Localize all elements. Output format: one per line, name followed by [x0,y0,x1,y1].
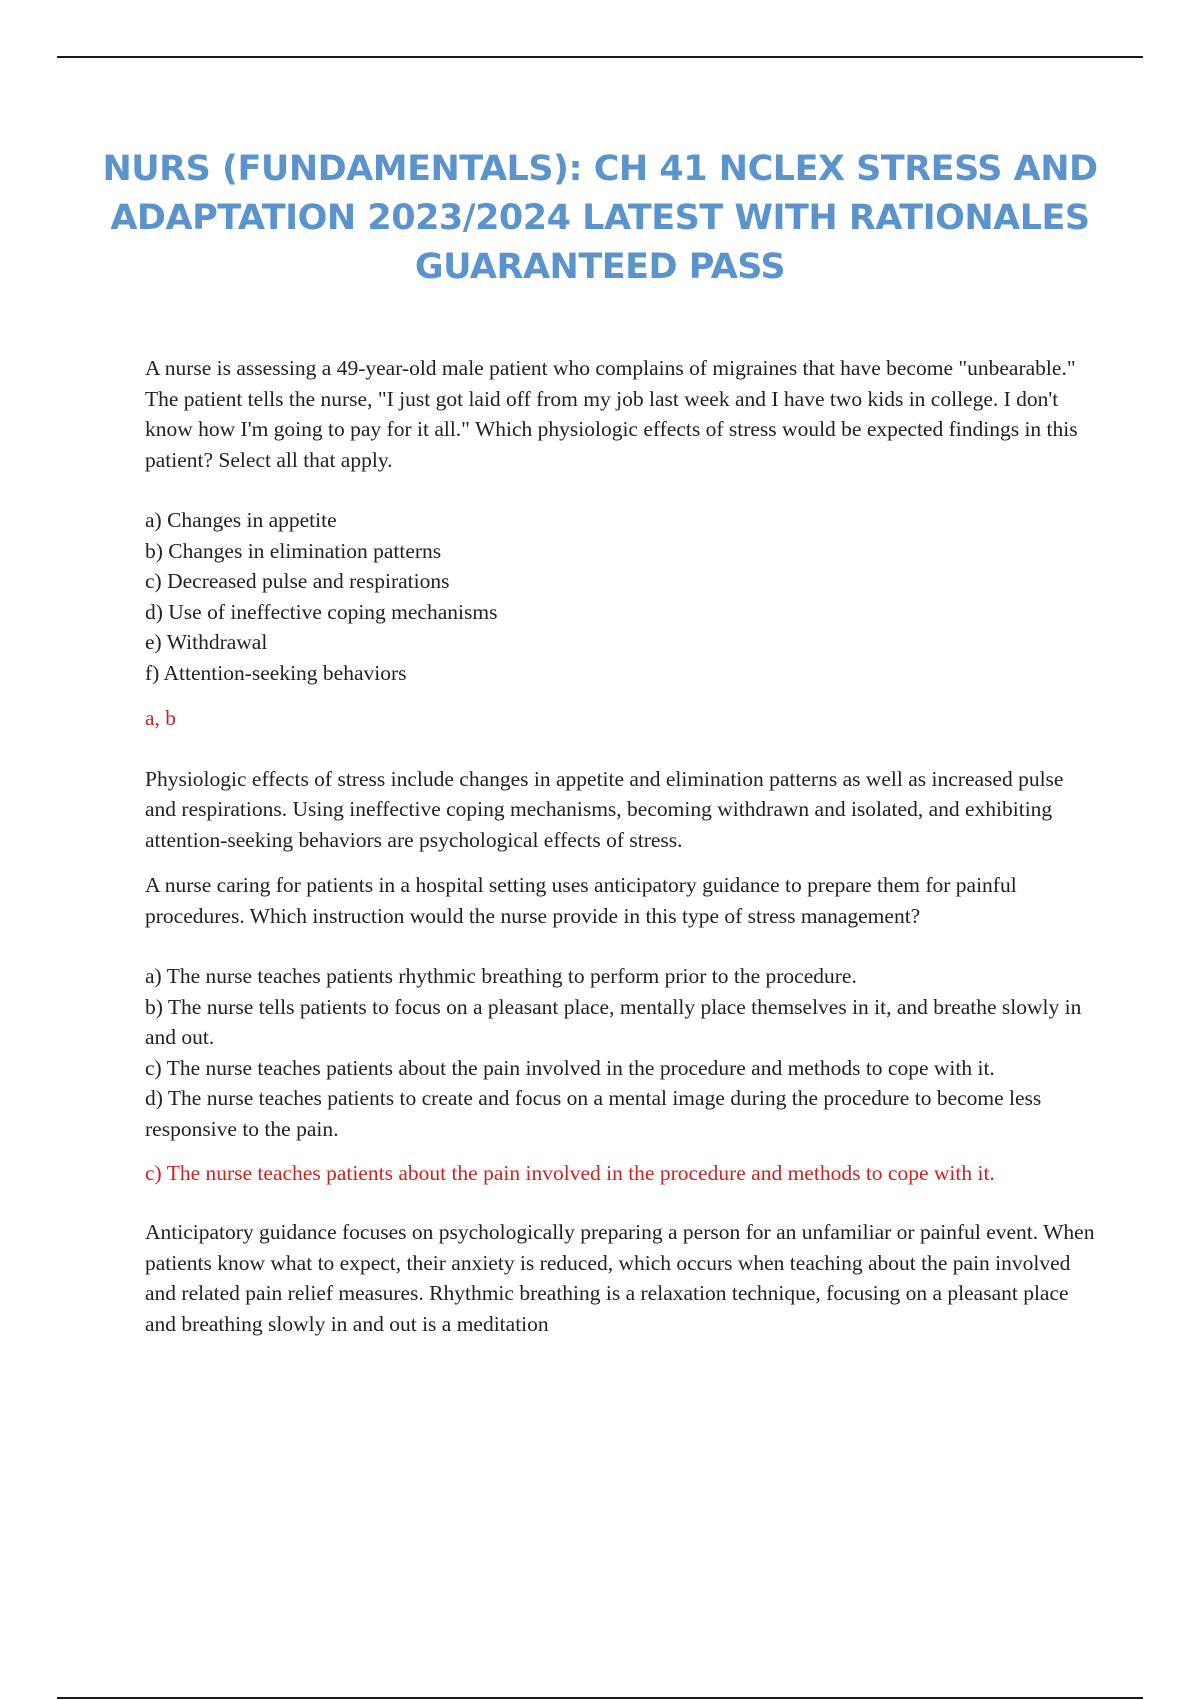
question-1-rationale: Physiologic effects of stress include changes in appetite and elimination patterns as well as increased pulse and respirations. Using ineffective coping mechanisms, becoming withdrawn and isolated, and exhibiting attention-seeking behaviors are psychological effects of stress. [145,766,1064,852]
question-2-options [145,961,1095,1144]
question-2-rationale: Anticipatory guidance focuses on psychologically preparing a person for an unfamiliar or painful event. When patients know what to expect, their anxiety is reduced, which occurs when teaching about the pain involved and related pain relief measures. Rhythmic breathing is a relaxation technique, focusing on a pleasant place and breathing slowly in and out is a meditation [145,1220,1095,1336]
question-2-stem: A nurse caring for patients in a hospital setting uses anticipatory guidance to prepare them for painful procedures. Which instruction would the nurse provide in this type of stress management? [145,873,1017,928]
document-body [145,353,1095,1339]
question-1-stem: A nurse is assessing a 49-year-old male patient who complains of migraines that have become "unbearable." The patient tells the nurse, "I just got laid off from my job last week and I have two kids in college. I don't know how I'm going to pay for it all." Which physiologic effects of stress would be expected findings in this patient? Select all that apply. [145,356,1078,472]
document-title: NURS (FUNDAMENTALS): CH 41 NCLEX STRESS AND ADAPTATION 2023/2024 LATEST WITH RATIONALES GUARANTEED PASS [102,149,1098,287]
question-1-options [145,505,1095,688]
bottom-rule [57,1697,1143,1699]
question-2-answer: c) The nurse teaches patients about the pain involved in the procedure and methods to cope with it. [145,1161,995,1185]
question-2-option: a) The nurse teaches patients rhythmic breathing to perform prior to the procedure. [145,964,857,988]
question-2-option: c) The nurse teaches patients about the pain involved in the procedure and methods to cope with it. [145,1055,995,1080]
question-1-option: b) Changes in elimination patterns [145,538,442,563]
question-1-option: a) Changes in appetite [145,508,337,532]
question-1-answer: a, b [145,706,177,730]
question-1-option: c) Decreased pulse and respirations [145,569,450,593]
question-2-option: b) The nurse tells patients to focus on a pleasant place, mentally place themselves in it, and breathe slowly in and out. [145,994,1082,1049]
question-1-option: f) Attention-seeking behaviors [145,660,407,685]
question-1-option: d) Use of ineffective coping mechanisms [145,599,498,624]
question-1-option: e) Withdrawal [145,630,268,654]
top-rule [57,56,1143,58]
question-2-option: d) The nurse teaches patients to create and focus on a mental image during the procedure to become less responsive to the pain. [145,1086,1042,1141]
